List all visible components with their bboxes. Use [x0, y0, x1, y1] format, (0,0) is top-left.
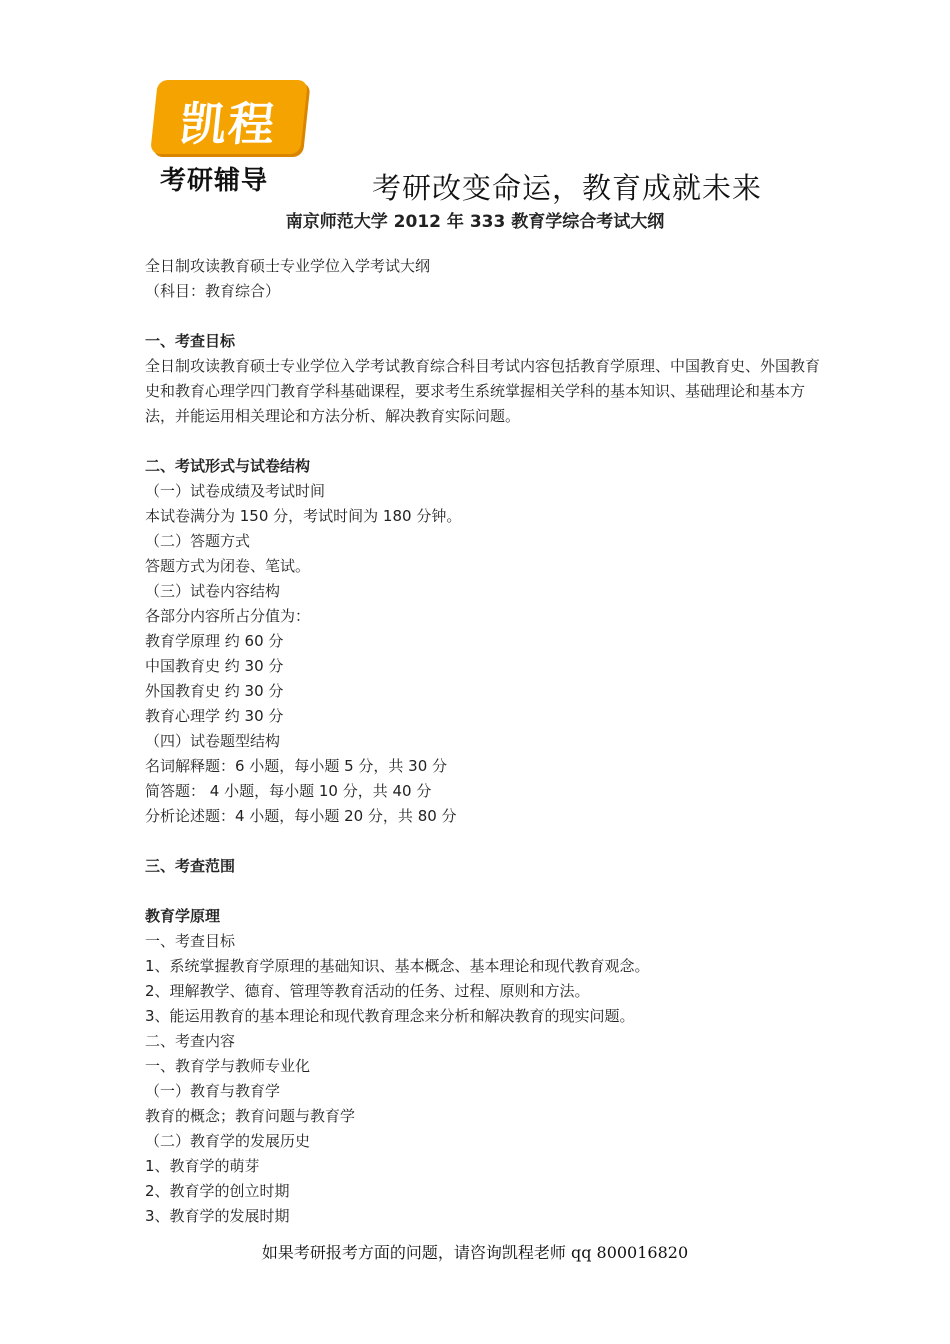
slogan: 考研改变命运，教育成就未来 [372, 171, 763, 205]
logo-name: 凯程 [177, 97, 280, 151]
spacer [145, 304, 825, 329]
section-1-body: 全日制攻读教育硕士专业学位入学考试教育综合科目考试内容包括教育学原理、中国教育史、外国教育史和教育心理学四门教育学科基础课程，要求考生系统掌握相关学科的基本知识、基础理论和基本方法，并能运用相关理论和方法分析、解决教育实际问题。 [145, 357, 821, 425]
section-1-heading: 一、考查目标 [145, 332, 236, 350]
subject-line: 3、教育学的发展时期 [145, 1207, 290, 1225]
section-2-line: 教育学原理 约 60 分 [145, 632, 284, 650]
section-3-heading: 三、考查范围 [145, 857, 236, 875]
footer-contact: 如果考研报考方面的问题，请咨询凯程老师 qq 800016820 [261, 1243, 689, 1262]
section-2-line: 各部分内容所占分值为： [145, 607, 311, 625]
subject-line: 2、教育学的创立时期 [145, 1182, 290, 1200]
subject-line: 1、系统掌握教育学原理的基础知识、基本概念、基本理论和现代教育观念。 [145, 957, 650, 975]
section-2-line: （三）试卷内容结构 [145, 582, 281, 600]
logo-subtitle: 考研辅导 [160, 166, 269, 196]
subject-line: 一、教育学与教师专业化 [145, 1057, 311, 1075]
subject-line: （二）教育学的发展历史 [145, 1132, 311, 1150]
section-2-line: 外国教育史 约 30 分 [145, 682, 284, 700]
section-2-line: 答题方式为闭卷、笔试。 [145, 557, 311, 575]
document-title: 南京师范大学 2012 年 333 教育学综合考试大纲 [285, 212, 665, 232]
subject-line: 二、考查内容 [145, 1032, 236, 1050]
section-2-line: 简答题： 4 小题，每小题 10 分，共 40 分 [145, 782, 432, 800]
section-2-heading: 二、考试形式与试卷结构 [145, 457, 311, 475]
section-2-line: （一）试卷成绩及考试时间 [145, 482, 326, 500]
logo [150, 78, 310, 200]
section-2-line: 教育心理学 约 30 分 [145, 707, 284, 725]
subject-line: （一）教育与教育学 [145, 1082, 281, 1100]
intro-line-2: （科目：教育综合） [145, 282, 281, 300]
subject-line: 一、考查目标 [145, 932, 236, 950]
subject-line: 1、教育学的萌芽 [145, 1157, 260, 1175]
section-2-line: 本试卷满分为 150 分，考试时间为 180 分钟。 [145, 507, 462, 525]
logo-mark [150, 80, 308, 154]
spacer [145, 429, 825, 454]
section-2-line: 名词解释题：6 小题，每小题 5 分，共 30 分 [145, 757, 448, 775]
section-2-line: 分析论述题：4 小题，每小题 20 分，共 80 分 [145, 807, 457, 825]
section-2-line: （四）试卷题型结构 [145, 732, 281, 750]
subject-heading: 教育学原理 [145, 907, 221, 925]
spacer [145, 879, 825, 904]
section-2-line: （二）答题方式 [145, 532, 251, 550]
spacer [145, 829, 825, 854]
subject-line: 教育的概念；教育问题与教育学 [145, 1107, 356, 1125]
section-2-line: 中国教育史 约 30 分 [145, 657, 284, 675]
subject-line: 3、能运用教育的基本理论和现代教育理念来分析和解决教育的现实问题。 [145, 1007, 635, 1025]
document-body [145, 254, 825, 1229]
subject-line: 2、理解教学、德育、管理等教育活动的任务、过程、原则和方法。 [145, 982, 590, 1000]
intro-line-1: 全日制攻读教育硕士专业学位入学考试大纲 [145, 257, 431, 275]
